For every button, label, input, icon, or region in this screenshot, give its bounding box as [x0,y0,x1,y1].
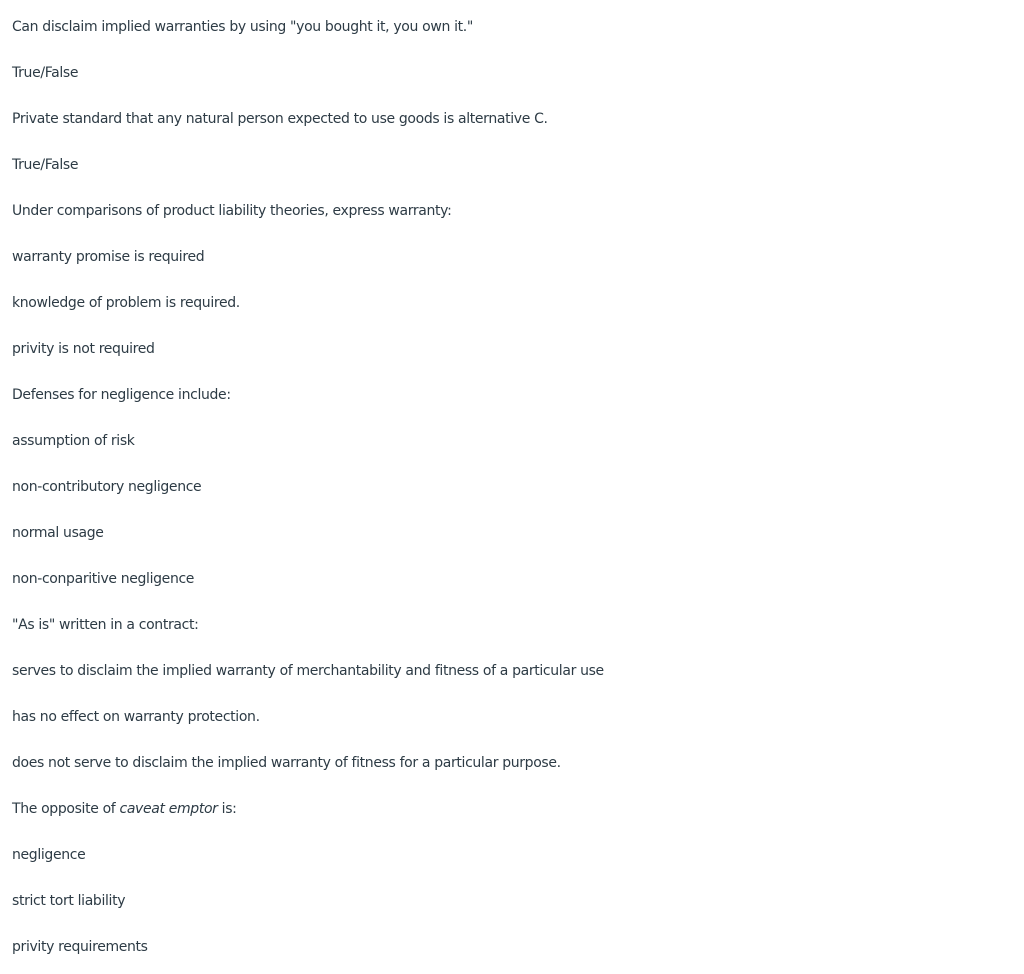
question-negligence-defenses: Defenses for negligence include: [12,387,231,403]
question-opposite-caveat-emptor [12,786,1024,832]
option-privity-not-required: privity is not required [12,341,155,357]
option-negligence: negligence [12,847,86,863]
question-disclaim-text: Can disclaim implied warranties by using "you bought it, you own it." [12,19,473,35]
option-non-conparitive: non-conparitive negligence [12,571,195,587]
option-knowledge-problem: knowledge of problem is required. [12,295,240,311]
question-suffix: is: [217,801,237,817]
option-normal-usage: normal usage [12,525,104,541]
option-no-effect: has no effect on warranty protection. [12,709,260,725]
caveat-emptor-term: caveat emptor [119,801,218,817]
option-does-not-disclaim: does not serve to disclaim the implied warranty of fitness for a particular purpose. [12,755,561,771]
option-non-contributory: non-contributory negligence [12,479,202,495]
option-serves-disclaim: serves to disclaim the implied warranty of merchantability and fitness of a particular use [12,663,604,679]
true-false-label: True/False [12,65,79,81]
true-false-label: True/False [12,157,79,173]
option-warranty-promise: warranty promise is required [12,249,205,265]
question-as-is: "As is" written in a contract: [12,617,199,633]
option-privity-requirements: privity requirements [12,939,148,955]
question-prefix: The opposite of [12,801,120,817]
option-assumption-risk: assumption of risk [12,433,135,449]
option-strict-tort: strict tort liability [12,893,126,909]
question-private-standard: Private standard that any natural person expected to use goods is alternative C. [12,111,548,127]
question-express-warranty: Under comparisons of product liability theories, express warranty: [12,203,452,219]
